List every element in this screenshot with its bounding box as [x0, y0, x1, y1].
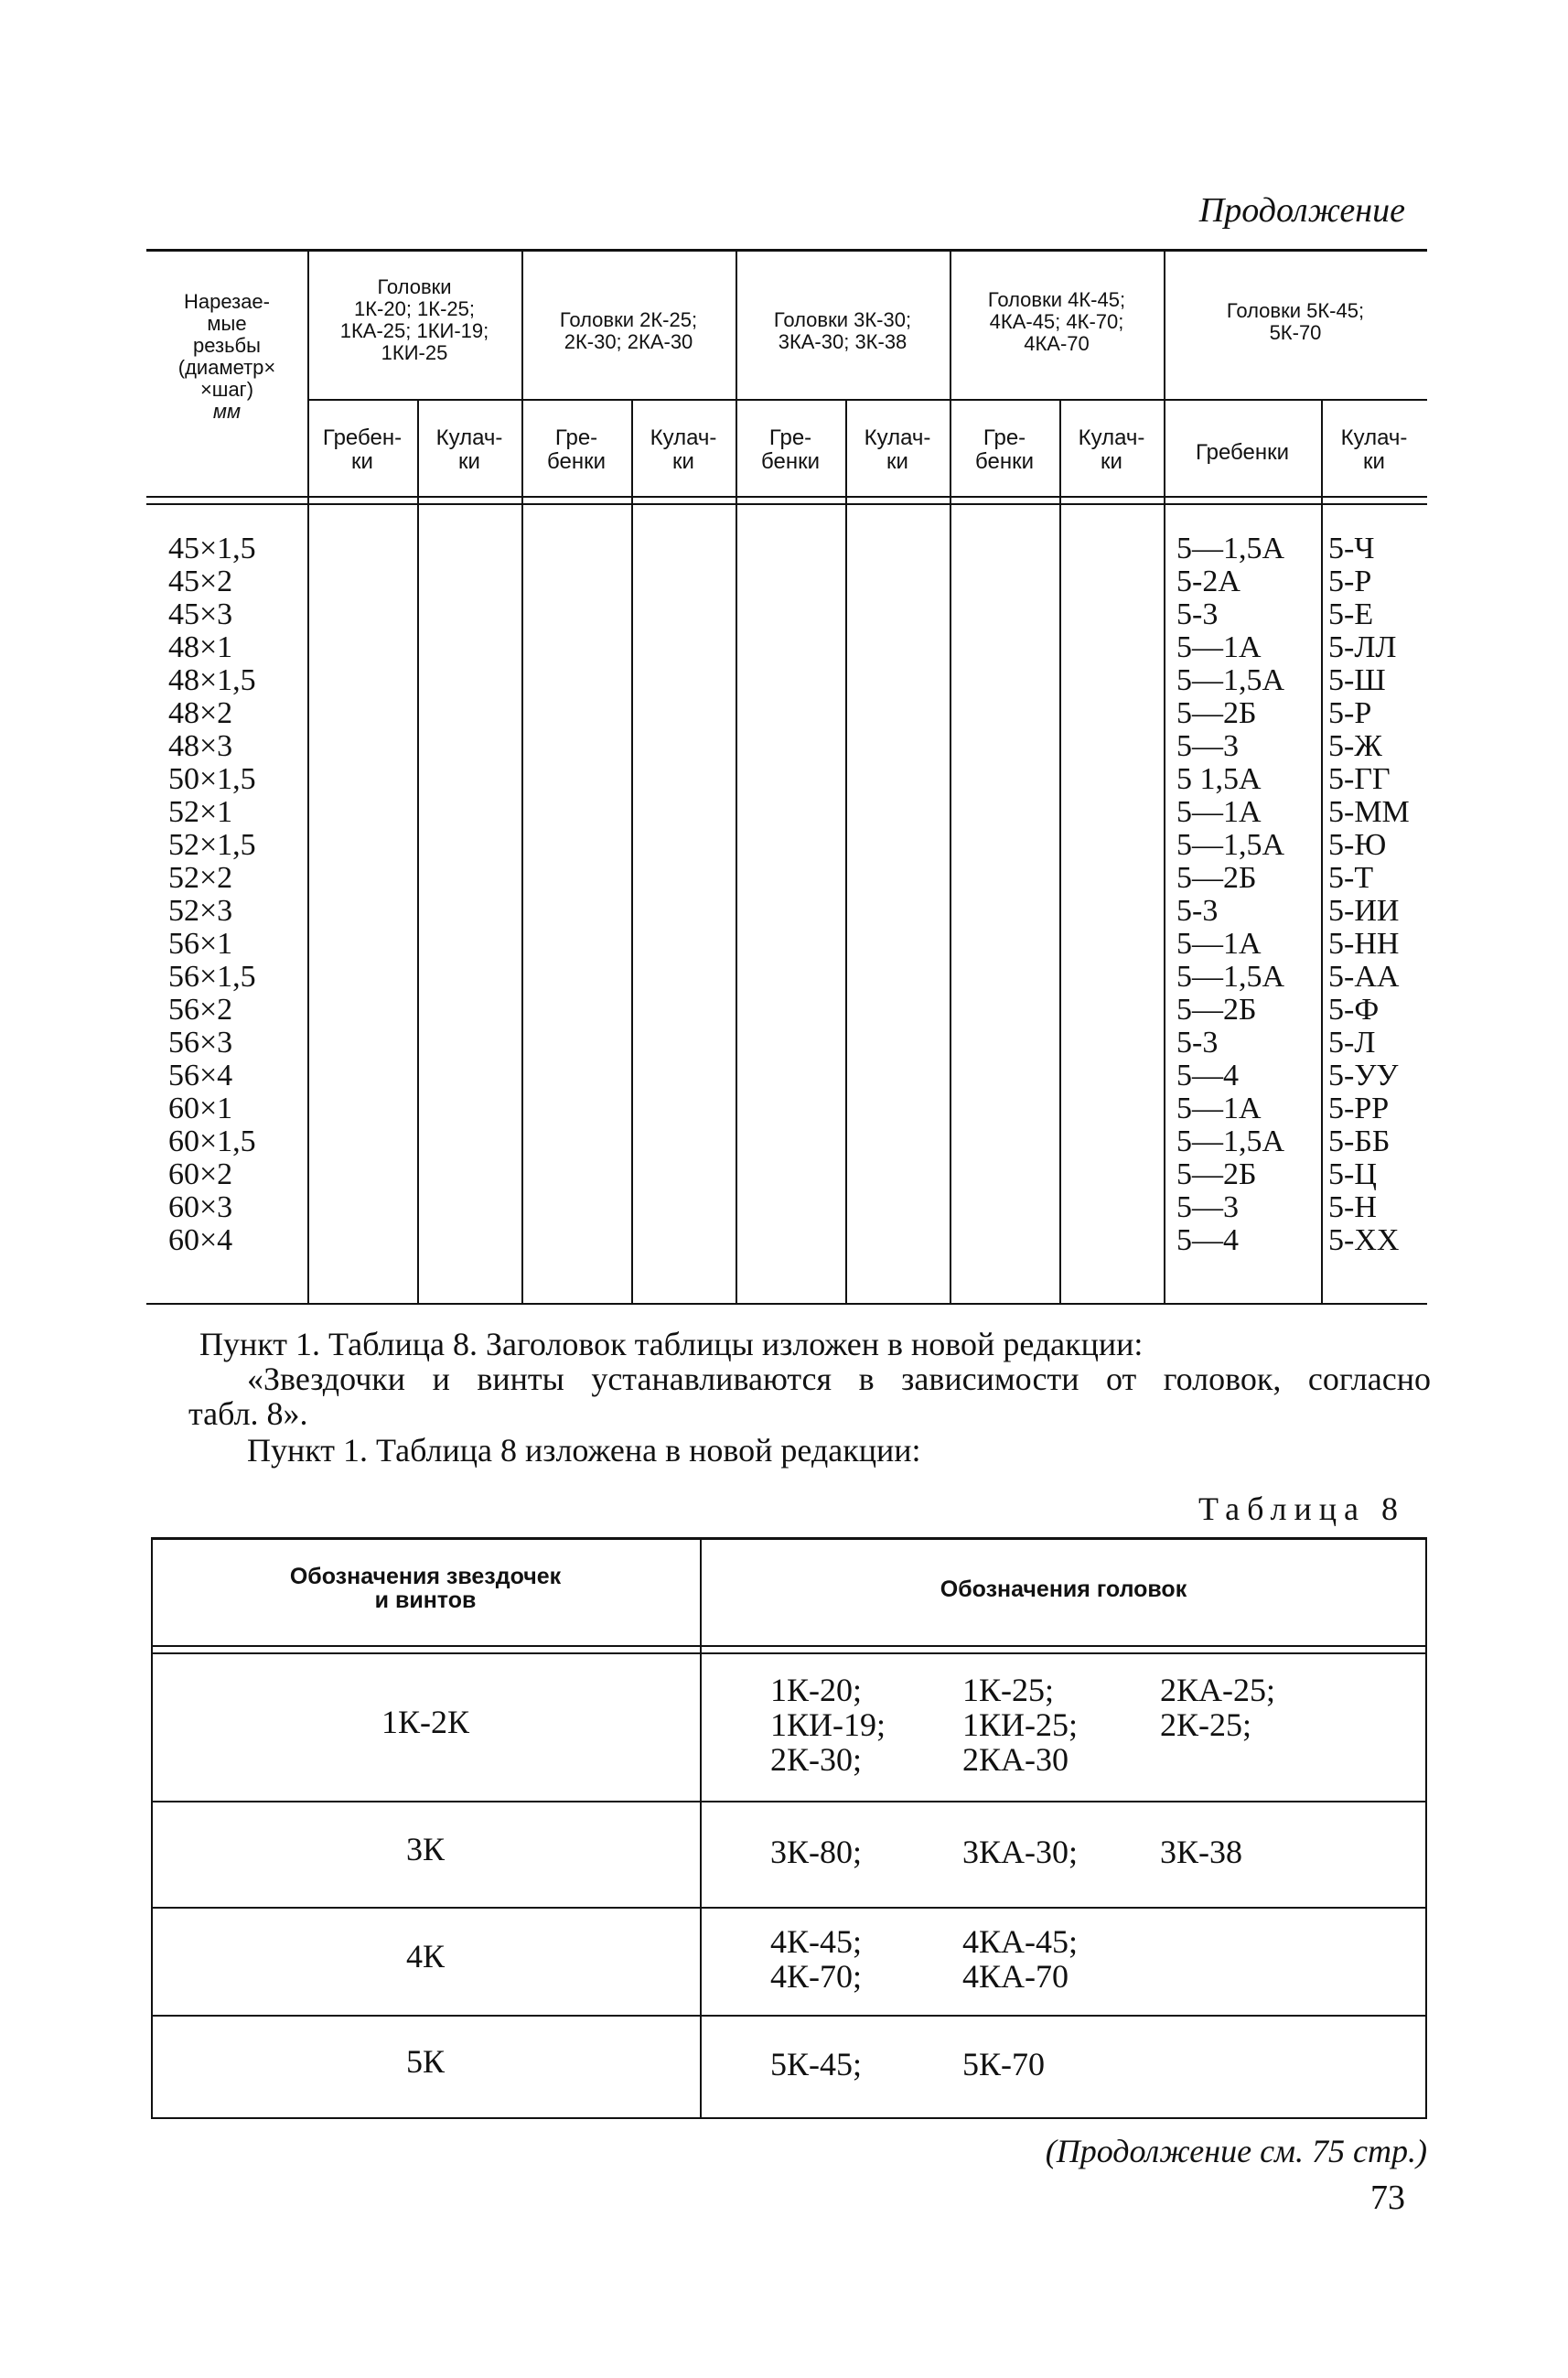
group-header-2k: Головки 2К-25; 2К-30; 2КА-30 — [559, 308, 698, 353]
t2-col-line — [151, 1537, 153, 2117]
thread-size: 60×2 — [168, 1157, 233, 1191]
paragraph-2: «Звездочки и винты устанавливаются в зависимости от головок, согласно — [247, 1361, 1431, 1397]
t2-row-rule — [151, 2015, 1427, 2017]
col-line — [1059, 399, 1061, 1303]
thread-size: 56×2 — [168, 993, 233, 1027]
t2-col-line — [1425, 1537, 1427, 2117]
table-8-label: Таблица 8 — [1198, 1490, 1405, 1527]
jaws-5k-column — [1328, 533, 1410, 1257]
comb-value: 5-3 — [1176, 1026, 1219, 1060]
jaw-value: 5-Ш — [1328, 663, 1386, 697]
t2-header-rule-2 — [151, 1652, 1427, 1654]
thread-size: 45×1,5 — [168, 532, 256, 565]
star-screw-designation: 1К-2К — [381, 1704, 469, 1740]
group-header-4k: Головки 4К-45; 4КА-45; 4К-70; 4КА-70 — [987, 288, 1126, 355]
head-designation: 2К-30; — [770, 1741, 863, 1778]
head-designation: 4КА-45; — [962, 1923, 1078, 1960]
jaw-value: 5-Н — [1328, 1190, 1377, 1224]
thread-size: 48×1 — [168, 630, 233, 664]
head-designation: 1КИ-25; — [962, 1706, 1078, 1743]
jaw-value: 5-РР — [1328, 1092, 1390, 1125]
t2-header-left: Обозначения звездочек и винтов — [289, 1564, 562, 1613]
subheader-combs: Гре- бенки — [547, 425, 606, 474]
t2-row-rule — [151, 1907, 1427, 1909]
jaw-value: 5-ММ — [1328, 795, 1410, 829]
comb-value: 5—1,5А — [1176, 828, 1285, 862]
threads-table — [146, 242, 1427, 1305]
head-designation: 3КА-30; — [962, 1834, 1078, 1870]
jaw-value: 5-Р — [1328, 565, 1372, 598]
comb-value: 5—1,5А — [1176, 532, 1285, 565]
jaw-value: 5-Л — [1328, 1026, 1376, 1060]
continuation-label: Продолжение — [1198, 191, 1405, 230]
jaw-value: 5-АА — [1328, 960, 1400, 994]
group-header-5k: Головки 5К-45; 5К-70 — [1226, 299, 1365, 344]
thread-size: 50×1,5 — [168, 762, 256, 796]
col-line — [845, 399, 847, 1303]
comb-value: 5—4 — [1176, 1059, 1239, 1092]
subheader-jaws: Кулач- ки — [435, 425, 503, 474]
subheader-jaws: Кулач- ки — [650, 425, 717, 474]
jaw-value: 5-НН — [1328, 927, 1400, 961]
star-screw-designation: 3К — [405, 1831, 445, 1867]
group-separator-rule — [307, 399, 1427, 401]
thread-size: 56×4 — [168, 1059, 233, 1092]
head-designation: 1К-25; — [962, 1672, 1055, 1708]
jaw-value: 5-ГГ — [1328, 762, 1391, 796]
subheader-combs: Гре- бенки — [761, 425, 820, 474]
comb-value: 5—1А — [1176, 795, 1262, 829]
thread-column-header: Нарезае- мые резьбы (диаметр× ×шаг) мм — [177, 290, 276, 423]
thread-size: 60×3 — [168, 1190, 233, 1224]
jaw-value: 5-ХХ — [1328, 1223, 1400, 1257]
jaw-value: 5-ЛЛ — [1328, 630, 1397, 664]
comb-value: 5-3 — [1176, 597, 1219, 631]
head-designation: 1КИ-19; — [770, 1706, 886, 1743]
subheader-jaws: Кулач- ки — [1078, 425, 1145, 474]
thread-size: 52×1 — [168, 795, 233, 829]
col-line — [950, 249, 951, 1303]
comb-value: 5—3 — [1176, 1190, 1239, 1224]
thread-size: 60×1,5 — [168, 1124, 256, 1158]
comb-value: 5—1,5А — [1176, 960, 1285, 994]
jaw-value: 5-Ж — [1328, 729, 1382, 763]
group-header-3k: Головки 3К-30; 3КА-30; 3К-38 — [773, 308, 912, 353]
head-designation: 2КА-25; — [1160, 1672, 1275, 1708]
head-designation: 3К-38 — [1160, 1834, 1242, 1870]
subheader-combs: Гребен- ки — [322, 425, 403, 474]
head-designation: 1К-20; — [770, 1672, 863, 1708]
t2-row-rule — [151, 1801, 1427, 1802]
stars-screws-table — [151, 1537, 1427, 2123]
t2-header-rule-1 — [151, 1645, 1427, 1647]
comb-value: 5—2Б — [1176, 696, 1257, 730]
subheader-jaws: Кулач- ки — [1340, 425, 1408, 474]
thread-size: 56×1,5 — [168, 960, 256, 994]
comb-value: 5—1А — [1176, 927, 1262, 961]
group-header-1k: Головки 1К-20; 1К-25; 1КА-25; 1КИ-19; 1КИ-25 — [339, 275, 489, 364]
head-designation: 4К-70; — [770, 1958, 863, 1995]
comb-value: 5—1,5А — [1176, 1124, 1285, 1158]
thread-size: 48×2 — [168, 696, 233, 730]
jaw-value: 5-Е — [1328, 597, 1374, 631]
paragraph-1: Пункт 1. Таблица 8. Заголовок таблицы изложен в новой редакции: — [199, 1326, 1144, 1362]
t2-top-rule — [151, 1537, 1427, 1540]
col-line — [1164, 249, 1165, 1303]
thread-size: 52×1,5 — [168, 828, 256, 862]
col-line — [736, 249, 737, 1303]
comb-value: 5—1,5А — [1176, 663, 1285, 697]
header-rule-1 — [146, 496, 1427, 498]
col-line — [631, 399, 633, 1303]
head-designation: 2КА-30 — [962, 1741, 1069, 1778]
col-line — [417, 399, 419, 1303]
comb-value: 5—2Б — [1176, 993, 1257, 1027]
jaw-value: 5-ББ — [1328, 1124, 1391, 1158]
star-screw-designation: 5К — [405, 2043, 445, 2080]
col-line — [1321, 399, 1323, 1303]
head-designation: 4КА-70 — [962, 1958, 1069, 1995]
table-bottom-rule — [146, 1303, 1427, 1305]
col-line — [307, 249, 309, 1303]
jaw-value: 5-ИИ — [1328, 894, 1400, 928]
comb-value: 5—2Б — [1176, 861, 1257, 895]
head-designation: 4К-45; — [770, 1923, 863, 1960]
head-designation: 5К-70 — [962, 2046, 1045, 2082]
jaw-value: 5-Т — [1328, 861, 1374, 895]
head-designation: 5К-45; — [770, 2046, 863, 2082]
t2-header-right: Обозначения головок — [940, 1576, 1187, 1602]
page-number: 73 — [1370, 2179, 1405, 2217]
comb-value: 5—1А — [1176, 1092, 1262, 1125]
thread-size: 52×2 — [168, 861, 233, 895]
thread-sizes-column — [168, 533, 256, 1257]
t2-col-line — [700, 1537, 702, 2117]
star-screw-designation: 4К — [405, 1938, 445, 1974]
subheader-combs: Гребенки — [1195, 440, 1290, 465]
thread-size: 56×3 — [168, 1026, 233, 1060]
thread-size: 48×3 — [168, 729, 233, 763]
jaw-value: 5-УУ — [1328, 1059, 1399, 1092]
jaw-value: 5-Ю — [1328, 828, 1387, 862]
header-rule-2 — [146, 503, 1427, 505]
jaw-value: 5-Ц — [1328, 1157, 1377, 1191]
comb-value: 5—3 — [1176, 729, 1239, 763]
table-top-rule — [146, 249, 1427, 252]
jaw-value: 5-Ч — [1328, 532, 1375, 565]
thread-size: 60×4 — [168, 1223, 233, 1257]
t2-bottom-rule — [151, 2117, 1427, 2119]
thread-size: 52×3 — [168, 894, 233, 928]
thread-size: 45×3 — [168, 597, 233, 631]
comb-value: 5—2Б — [1176, 1157, 1257, 1191]
subheader-combs: Гре- бенки — [975, 425, 1034, 474]
col-line — [521, 249, 523, 1303]
paragraph-3: табл. 8». — [188, 1395, 308, 1432]
jaw-value: 5-Р — [1328, 696, 1372, 730]
comb-value: 5—1А — [1176, 630, 1262, 664]
head-designation: 3К-80; — [770, 1834, 863, 1870]
jaw-value: 5-Ф — [1328, 993, 1380, 1027]
thread-size: 60×1 — [168, 1092, 233, 1125]
paragraph-4: Пункт 1. Таблица 8 изложена в новой редакции: — [247, 1432, 921, 1469]
comb-value: 5-3 — [1176, 894, 1219, 928]
thread-size: 56×1 — [168, 927, 233, 961]
head-designation: 2К-25; — [1160, 1706, 1252, 1743]
thread-size: 45×2 — [168, 565, 233, 598]
comb-value: 5 1,5А — [1176, 762, 1262, 796]
footer-note: (Продолжение см. 75 стр.) — [1045, 2133, 1427, 2169]
comb-value: 5-2А — [1176, 565, 1240, 598]
subheader-jaws: Кулач- ки — [864, 425, 931, 474]
combs-5k-column — [1176, 533, 1284, 1257]
comb-value: 5—4 — [1176, 1223, 1239, 1257]
thread-size: 48×1,5 — [168, 663, 256, 697]
